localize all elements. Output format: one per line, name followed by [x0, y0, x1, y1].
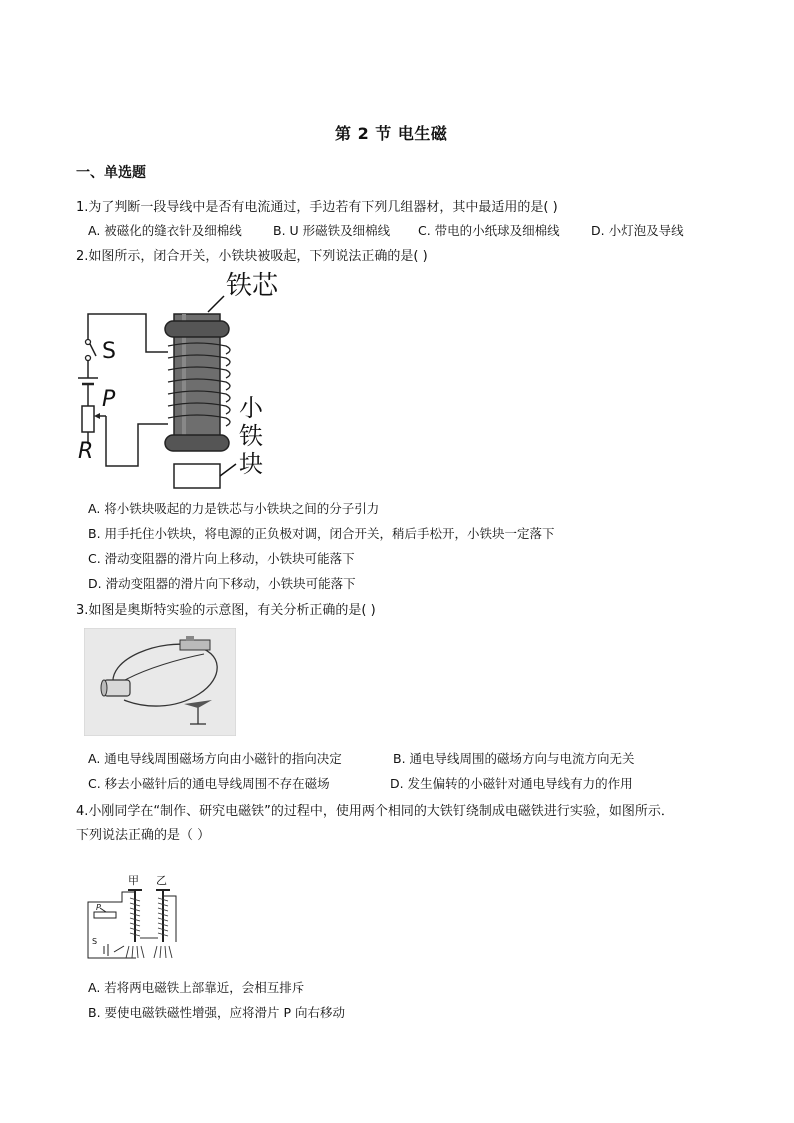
question-2-stem: 2.如图所示，闭合开关，小铁块被吸起，下列说法正确的是( )	[76, 249, 428, 264]
oersted-experiment-photo	[84, 628, 236, 736]
switch-label: S	[102, 339, 116, 364]
question-3-option-d: D. 发生偏转的小磁针对通电导线有力的作用	[390, 776, 633, 791]
question-2-option-b: B. 用手托住小铁块，将电源的正负极对调，闭合开关，稍后手松开，小铁块一定落下	[88, 526, 555, 541]
block-label-1: 小	[239, 394, 263, 422]
electromagnet-circuit-figure	[76, 266, 296, 492]
question-3-option-a: A. 通电导线周围磁场方向由小磁针的指向决定	[88, 751, 342, 766]
question-2-option-c: C. 滑动变阻器的滑片向上移动，小铁块可能落下	[88, 551, 355, 566]
page-title: 第 2 节 电生磁	[335, 124, 448, 143]
right-nail-label: 乙	[156, 874, 167, 887]
core-label: 铁芯	[226, 271, 279, 301]
two-electromagnets-figure	[80, 872, 184, 964]
left-nail-label: 甲	[128, 874, 139, 887]
section-heading: 一、单选题	[76, 165, 146, 181]
question-4-stem-line-2: 下列说法正确的是（ ）	[76, 828, 211, 843]
question-1-option-b: B. U 形磁铁及细棉线	[273, 223, 391, 238]
question-4-option-b: B. 要使电磁铁磁性增强，应将滑片 P 向右移动	[88, 1005, 346, 1020]
question-2-option-a: A. 将小铁块吸起的力是铁芯与小铁块之间的分子引力	[88, 501, 380, 516]
rheostat-label: R	[78, 439, 94, 464]
slider-label: P	[102, 387, 116, 412]
question-1-stem: 1.为了判断一段导线中是否有电流通过，手边若有下列几组器材，其中最适用的是( )	[76, 200, 558, 215]
question-1-option-d: D. 小灯泡及导线	[591, 223, 684, 238]
q4-slider-label: P	[96, 903, 101, 912]
question-3-option-b: B. 通电导线周围的磁场方向与电流方向无关	[393, 751, 635, 766]
question-1-option-c: C. 带电的小纸球及细棉线	[418, 223, 560, 238]
q4-switch-label: S	[92, 937, 98, 946]
question-3-option-c: C. 移去小磁针后的通电导线周围不存在磁场	[88, 776, 330, 791]
question-2-option-d: D. 滑动变阻器的滑片向下移动，小铁块可能落下	[88, 576, 356, 591]
question-3-stem: 3.如图是奥斯特实验的示意图，有关分析正确的是( )	[76, 603, 376, 618]
question-4-option-a: A. 若将两电磁铁上部靠近，会相互排斥	[88, 980, 305, 995]
question-4-stem-line-1: 4.小刚同学在“制作、研究电磁铁”的过程中，使用两个相同的大铁钉绕制成电磁铁进行实验，如图所示．	[76, 804, 674, 819]
block-label-2: 铁	[239, 422, 263, 450]
question-1-option-a: A. 被磁化的缝衣针及细棉线	[88, 223, 242, 238]
block-label-3: 块	[239, 450, 263, 478]
